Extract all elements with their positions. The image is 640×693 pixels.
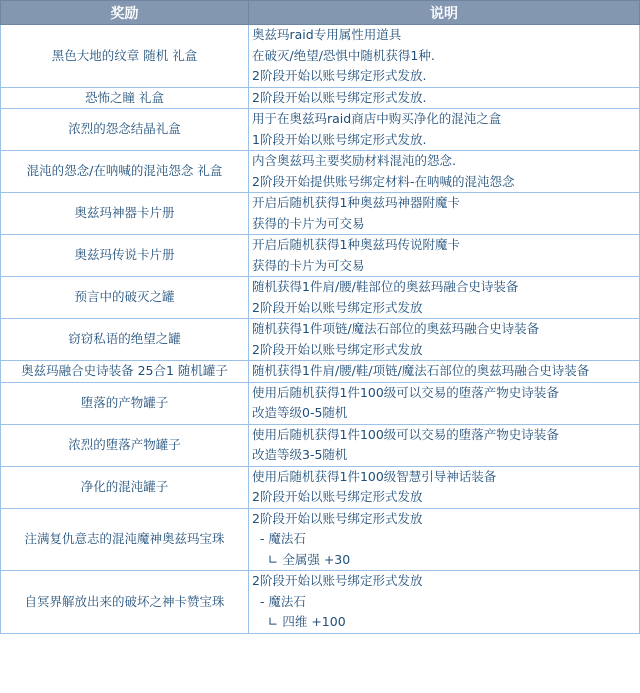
description-line: 随机获得1件项链/魔法石部位的奥兹玛融合史诗装备 bbox=[252, 321, 540, 336]
table-row bbox=[1, 319, 640, 361]
description-cell bbox=[249, 424, 640, 466]
table-row bbox=[1, 151, 640, 193]
description-cell bbox=[249, 277, 640, 319]
description-line: 2阶段开始以账号绑定形式发放 bbox=[252, 573, 423, 588]
reward-name-cell: 预言中的破灭之罐 bbox=[1, 277, 249, 319]
description-cell bbox=[249, 508, 640, 571]
description-line: 使用后随机获得1件100级可以交易的堕落产物史诗装备 bbox=[252, 426, 559, 442]
table-row bbox=[1, 424, 640, 466]
reward-name-cell: 堕落的产物罐子 bbox=[1, 382, 249, 424]
reward-name-cell: 黑色大地的纹章 随机 礼盒 bbox=[1, 25, 249, 88]
description-line: 2阶段开始以账号绑定形式发放. bbox=[252, 68, 427, 83]
reward-name-cell: 自冥界解放出来的破坏之神卡赞宝珠 bbox=[1, 571, 249, 634]
description-line: 改造等级3-5随机 bbox=[252, 447, 348, 462]
description-line: 改造等级0-5随机 bbox=[252, 405, 348, 420]
description-line: 使用后随机获得1件100级可以交易的堕落产物史诗装备 bbox=[252, 384, 559, 400]
reward-name-cell: 奥兹玛融合史诗装备 25合1 随机罐子 bbox=[1, 361, 249, 383]
table-row bbox=[1, 571, 640, 634]
description-line: ∟ 四维 +100 bbox=[252, 614, 346, 629]
reward-name-cell: 注满复仇意志的混沌魔神奥兹玛宝珠 bbox=[1, 508, 249, 571]
description-cell bbox=[249, 466, 640, 508]
description-line: 随机获得1件肩/腰/鞋部位的奥兹玛融合史诗装备 bbox=[252, 279, 519, 294]
description-line: 在破灭/绝望/恐惧中随机获得1种. bbox=[252, 47, 435, 63]
description-cell bbox=[249, 571, 640, 634]
description-cell bbox=[249, 361, 640, 383]
description-cell bbox=[249, 235, 640, 277]
description-line: 1阶段开始以账号绑定形式发放. bbox=[252, 131, 427, 147]
description-line: 2阶段开始以账号绑定形式发放 bbox=[252, 489, 423, 504]
table-row bbox=[1, 508, 640, 571]
table-row bbox=[1, 382, 640, 424]
description-line: 开启后随机获得1种奥兹玛传说附魔卡 bbox=[252, 237, 460, 252]
table-row bbox=[1, 87, 640, 109]
table-row bbox=[1, 25, 640, 88]
description-line: 内含奥兹玛主要奖励材料混沌的怨念. bbox=[252, 153, 456, 168]
table-row bbox=[1, 361, 640, 383]
table-row bbox=[1, 109, 640, 151]
description-line: 使用后随机获得1件100级智慧引导神话装备 bbox=[252, 468, 497, 484]
description-cell bbox=[249, 151, 640, 193]
table-row bbox=[1, 277, 640, 319]
reward-name-cell: 净化的混沌罐子 bbox=[1, 466, 249, 508]
reward-name-cell: 浓烈的堕落产物罐子 bbox=[1, 424, 249, 466]
header-reward: 奖励 bbox=[1, 1, 249, 25]
description-line: ∟ 全属强 +30 bbox=[252, 551, 351, 567]
reward-name-cell: 奥兹玛神器卡片册 bbox=[1, 193, 249, 235]
header-row bbox=[1, 1, 640, 25]
table-body bbox=[1, 25, 640, 634]
description-cell bbox=[249, 109, 640, 151]
reward-name-cell: 窃窃私语的绝望之罐 bbox=[1, 319, 249, 361]
description-line: 2阶段开始以账号绑定形式发放 bbox=[252, 341, 423, 357]
reward-name-cell: 混沌的怨念/在呐喊的混沌怨念 礼盒 bbox=[1, 151, 249, 193]
description-cell bbox=[249, 87, 640, 109]
description-line: 2阶段开始以账号绑定形式发放 bbox=[252, 299, 423, 315]
header-description: 说明 bbox=[249, 1, 640, 25]
description-line: 2阶段开始提供账号绑定材料-在呐喊的混沌怨念 bbox=[252, 173, 515, 189]
description-line: 开启后随机获得1种奥兹玛神器附魔卡 bbox=[252, 195, 460, 210]
description-line: 获得的卡片为可交易 bbox=[252, 257, 365, 273]
description-line: 2阶段开始以账号绑定形式发放. bbox=[252, 89, 427, 105]
description-line: 用于在奥兹玛raid商店中购买净化的混沌之盒 bbox=[252, 111, 502, 126]
description-line: 随机获得1件肩/腰/鞋/项链/魔法石部位的奥兹玛融合史诗装备 bbox=[252, 363, 590, 378]
reward-name-cell: 奥兹玛传说卡片册 bbox=[1, 235, 249, 277]
table-row bbox=[1, 235, 640, 277]
description-cell bbox=[249, 25, 640, 88]
description-cell bbox=[249, 193, 640, 235]
description-line: 奥兹玛raid专用属性用道具 bbox=[252, 27, 402, 42]
table-row bbox=[1, 466, 640, 508]
table-row bbox=[1, 193, 640, 235]
description-cell bbox=[249, 319, 640, 361]
description-line: 获得的卡片为可交易 bbox=[252, 215, 365, 231]
description-cell bbox=[249, 382, 640, 424]
description-line: - 魔法石 bbox=[252, 593, 306, 609]
reward-name-cell: 浓烈的怨念结晶礼盒 bbox=[1, 109, 249, 151]
description-line: - 魔法石 bbox=[252, 531, 306, 546]
description-line: 2阶段开始以账号绑定形式发放 bbox=[252, 510, 423, 526]
reward-name-cell: 恐怖之瞳 礼盒 bbox=[1, 87, 249, 109]
